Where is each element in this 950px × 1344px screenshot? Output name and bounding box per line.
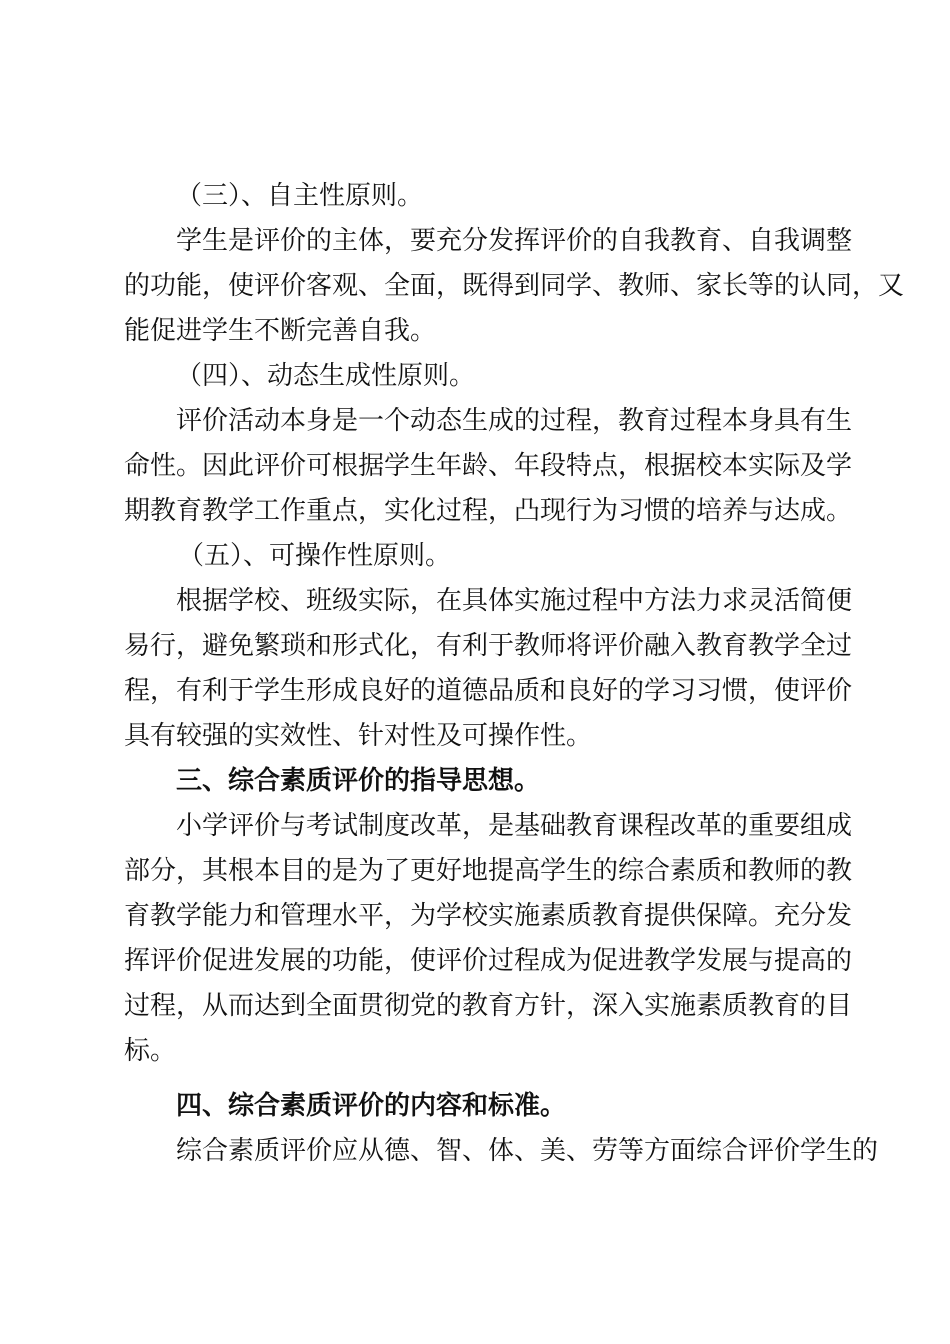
- paragraph-line: 育教学能力和管理水平，为学校实施素质教育提供保障。充分发: [124, 901, 853, 931]
- paragraph-line: 挥评价促进发展的功能，使评价过程成为促进教学发展与提高的: [124, 946, 853, 976]
- paragraph-line: 评价活动本身是一个动态生成的过程，教育过程本身具有生: [176, 406, 853, 436]
- paragraph-line: 程，有利于学生形成良好的道德品质和良好的学习习惯，使评价: [124, 676, 853, 706]
- section-heading-dynamic: （四）、动态生成性原则。: [176, 361, 476, 391]
- paragraph-line: 命性。因此评价可根据学生年龄、年段特点，根据校本实际及学: [124, 451, 853, 481]
- paragraph-line: 部分，其根本目的是为了更好地提高学生的综合素质和教师的教: [124, 856, 853, 886]
- section-heading-autonomy: （三）、自主性原则。: [176, 181, 424, 211]
- paragraph-line: 过程，从而达到全面贯彻党的教育方针，深入实施素质教育的目: [124, 991, 853, 1021]
- paragraph-line: 综合素质评价应从德、智、体、美、劳等方面综合评价学生的: [176, 1136, 879, 1166]
- chapter-heading-guiding-ideology: 三、综合素质评价的指导思想。: [176, 766, 541, 796]
- paragraph-line: 学生是评价的主体，要充分发挥评价的自我教育、自我调整: [176, 226, 853, 256]
- paragraph-line: 标。: [124, 1036, 177, 1066]
- paragraph-line: 小学评价与考试制度改革，是基础教育课程改革的重要组成: [176, 811, 853, 841]
- paragraph-line: 的功能，使评价客观、全面，既得到同学、教师、家长等的认同，又: [124, 271, 905, 301]
- paragraph-line: 根据学校、班级实际，在具体实施过程中方法力求灵活简便: [176, 586, 853, 616]
- chapter-heading-content-standards: 四、综合素质评价的内容和标准。: [176, 1091, 567, 1121]
- paragraph-line: 能促进学生不断完善自我。: [124, 316, 437, 346]
- section-heading-operable: （五）、可操作性原则。: [178, 541, 452, 571]
- paragraph-line: 期教育教学工作重点，实化过程，凸现行为习惯的培养与达成。: [124, 496, 853, 526]
- paragraph-line: 易行，避免繁琐和形式化，有利于教师将评价融入教育教学全过: [124, 631, 853, 661]
- paragraph-line: 具有较强的实效性、针对性及可操作性。: [124, 721, 593, 751]
